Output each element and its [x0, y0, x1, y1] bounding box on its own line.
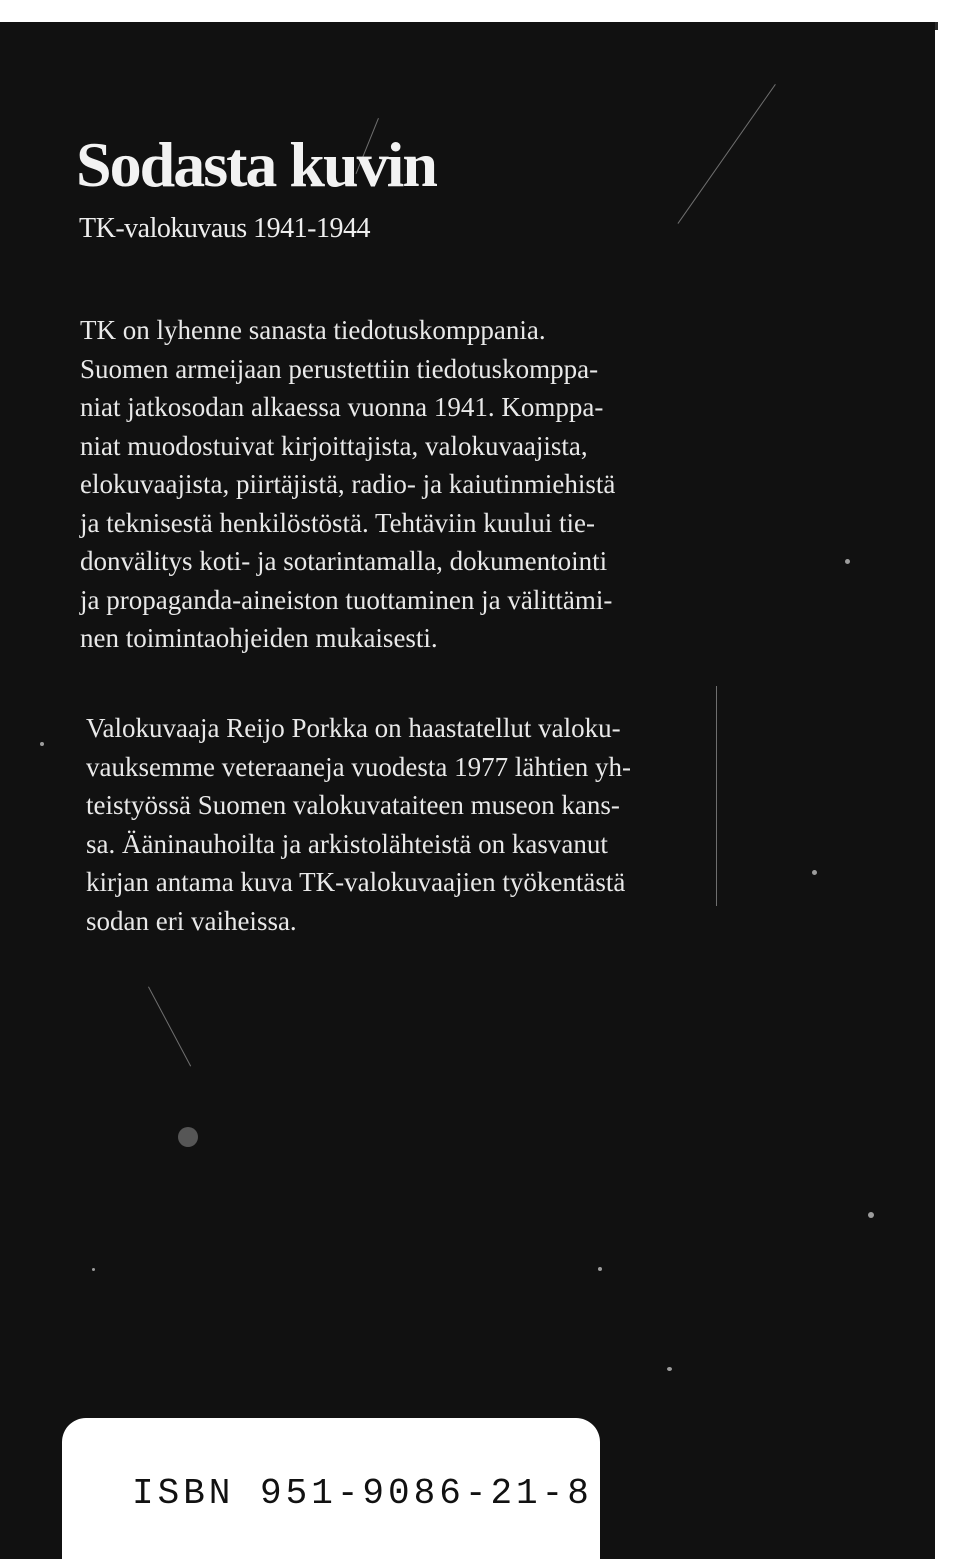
paragraph-line: niat jatkosodan alkaessa vuonna 1941. Komppa-	[80, 392, 604, 422]
paragraph-line: sa. Ääninauhoilta ja arkistolähteistä on kasvanut	[86, 828, 608, 859]
scratch-mark	[148, 987, 191, 1067]
paragraph-line: teistyössä Suomen valokuvataiteen museon kans-	[86, 790, 620, 820]
speck-mark	[40, 742, 44, 746]
paragraph-line: Valokuvaaja Reijo Porkka on haastatellut valoku-	[86, 713, 621, 743]
paragraph-line: elokuvaajista, piirtäjistä, radio- ja kaiutinmiehistä	[80, 469, 616, 499]
speck-mark	[178, 1127, 198, 1147]
paragraph-line: Suomen armeijaan perustettiin tiedotuskomppa-	[80, 353, 599, 384]
speck-mark	[812, 870, 817, 875]
paragraph-line: TK on lyhenne sanasta tiedotuskomppania.	[80, 315, 546, 345]
book-subtitle: TK-valokuvaus 1941-1944	[79, 213, 371, 244]
paragraph-line: ja teknisestä henkilöstöstä. Tehtäviin kuului tie-	[80, 507, 596, 538]
page-margin	[935, 30, 960, 1559]
paragraph-line: vauksemme veteraaneja vuodesta 1977 lähtien yh-	[86, 751, 632, 782]
isbn-number: ISBN 951-9086-21-8	[132, 1473, 593, 1514]
scratch-mark	[677, 84, 775, 224]
paragraph-line: ja propaganda-aineiston tuottaminen ja välittämi-	[80, 584, 613, 615]
speck-mark	[667, 1367, 672, 1371]
speck-mark	[868, 1212, 874, 1218]
speck-mark	[845, 559, 850, 564]
speck-mark	[598, 1267, 602, 1271]
speck-mark	[92, 1268, 95, 1271]
isbn-label	[62, 1418, 600, 1563]
paragraph-line: kirjan antama kuva TK-valokuvaajien työkentästä	[86, 867, 626, 897]
paragraph-line: nen toimintaohjeiden mukaisesti.	[80, 623, 438, 653]
book-title: Sodasta kuvin	[76, 129, 436, 200]
description-paragraph-2	[86, 709, 766, 940]
paragraph-line: niat muodostuivat kirjoittajista, valokuvaajista,	[80, 430, 588, 461]
description-paragraph-1	[80, 311, 760, 658]
paragraph-line: donvälitys koti- ja sotarintamalla, dokumentointi	[80, 546, 608, 576]
paragraph-line: sodan eri vaiheissa.	[86, 905, 297, 936]
